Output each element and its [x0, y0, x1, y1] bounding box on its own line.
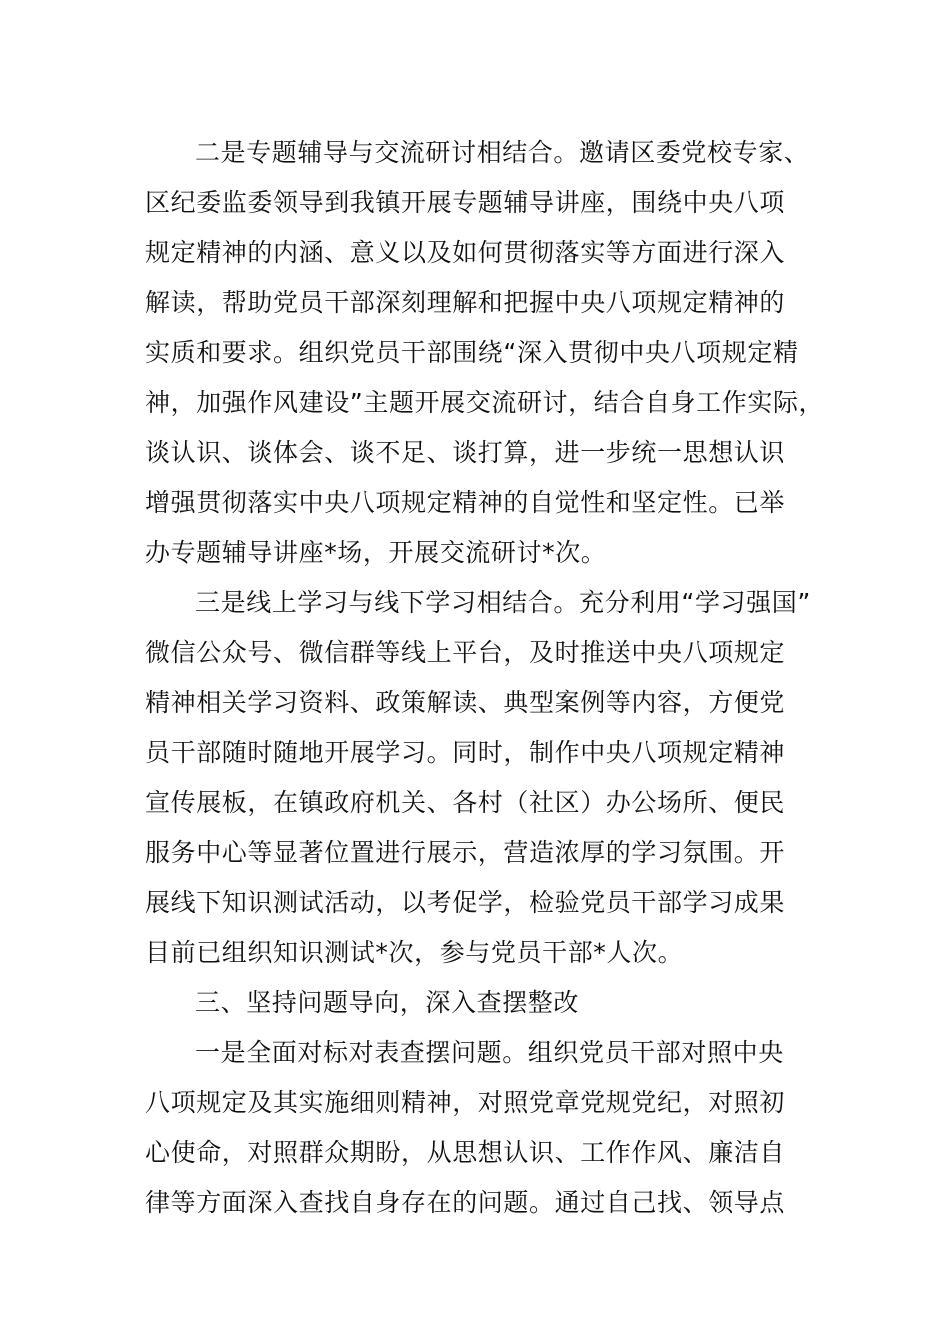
paragraph-line: 解读，帮助党员干部深刻理解和把握中央八项规定精神的	[145, 288, 786, 317]
paragraph-line: 区纪委监委领导到我镇开展专题辅导讲座，围绕中央八项	[145, 188, 786, 217]
paragraph-line: 服务中心等显著位置进行展示，营造浓厚的学习氛围。开	[145, 838, 786, 867]
paragraph-line: 规定精神的内涵、意义以及如何贯彻落实等方面进行深入	[145, 238, 786, 267]
paragraph-line: 员干部随时随地开展学习。同时，制作中央八项规定精神	[145, 738, 786, 767]
paragraph-line: 宣传展板，在镇政府机关、各村（社区）办公场所、便民	[145, 788, 786, 817]
paragraph-line: 谈认识、谈体会、谈不足、谈打算，进一步统一思想认识	[145, 438, 786, 467]
paragraph-line: 二是专题辅导与交流研讨相结合。邀请区委党校专家、	[195, 138, 810, 167]
paragraph-line: 办专题辅导讲座*场，开展交流研讨*次。	[145, 538, 607, 567]
paragraph-line: 三是线上学习与线下学习相结合。充分利用“学习强国”	[195, 588, 811, 617]
paragraph-line: 律等方面深入查找自身存在的问题。通过自己找、领导点	[145, 1188, 786, 1217]
paragraph-line: 实质和要求。组织党员干部围绕“深入贯彻中央八项规定精	[145, 338, 799, 367]
paragraph-line: 微信公众号、微信群等线上平台，及时推送中央八项规定	[145, 638, 786, 667]
paragraph-line: 精神相关学习资料、政策解读、典型案例等内容，方便党	[145, 688, 786, 717]
paragraph-line: 神，加强作风建设”主题开展交流研讨，结合自身工作实际，	[145, 388, 825, 417]
section-heading: 三、坚持问题导向，深入查摆整改	[195, 988, 580, 1017]
paragraph-line: 八项规定及其实施细则精神，对照党章党规党纪，对照初	[145, 1088, 786, 1117]
paragraph-line: 增强贯彻落实中央八项规定精神的自觉性和坚定性。已举	[145, 488, 786, 517]
paragraph-line: 一是全面对标对表查摆问题。组织党员干部对照中央	[195, 1038, 784, 1067]
paragraph-line: 心使命，对照群众期盼，从思想认识、工作作风、廉洁自	[145, 1138, 786, 1167]
paragraph-line: 展线下知识测试活动，以考促学，检验党员干部学习成果	[145, 888, 786, 917]
paragraph-line: 目前已组织知识测试*次，参与党员干部*人次。	[145, 938, 684, 967]
